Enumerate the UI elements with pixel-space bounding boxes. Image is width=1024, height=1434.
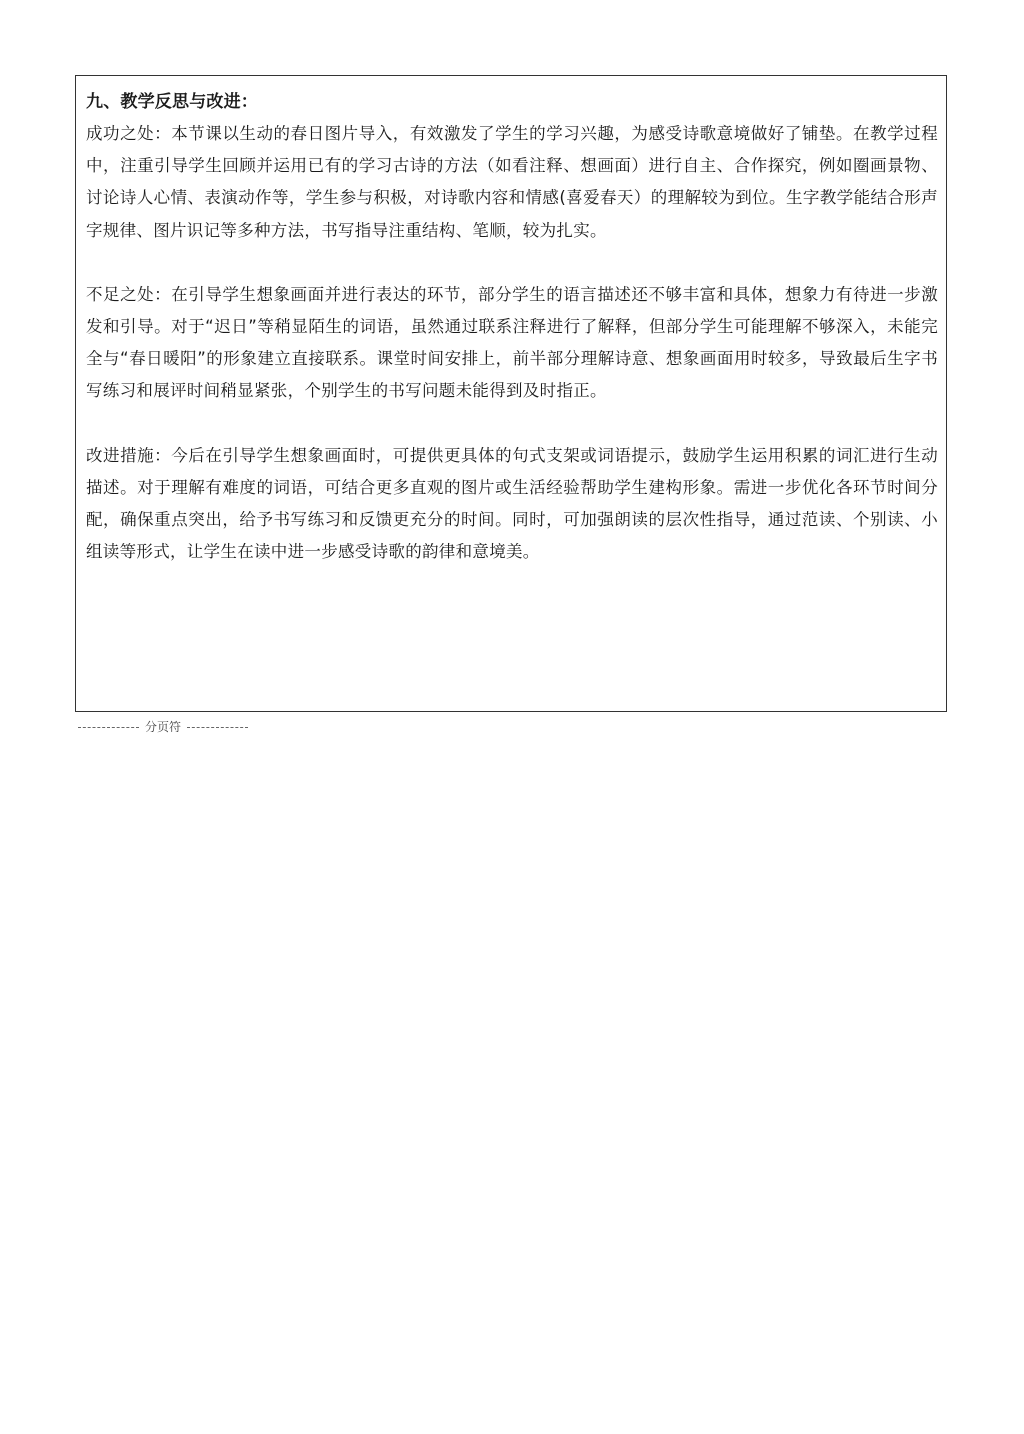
page-break-dash-right xyxy=(187,727,248,728)
paragraph-improvements: 改进措施：今后在引导学生想象画面时，可提供更具体的句式支架或词语提示，鼓励学生运用积累的词汇进行生动描述。对于理解有难度的词语，可结合更多直观的图片或生活经验帮助学生建构形象。需进一步优化各环节时间分配，确保重点突出，给予书写练习和反馈更充分的时间。同时，可加强朗读的层次性指导，通过范读、个别读、小组读等形式，让学生在读中进一步感受诗歌的韵律和意境美。 xyxy=(86,445,938,562)
page-break-label: 分页符 xyxy=(145,720,182,734)
paragraph-successes: 成功之处：本节课以生动的春日图片导入，有效激发了学生的学习兴趣，为感受诗歌意境做好了铺垫。在教学过程中，注重引导学生回顾并运用已有的学习古诗的方法（如看注释、想画面）进行自主、合作探究，例如圈画景物、讨论诗人心情、表演动作等，学生参与积极，对诗歌内容和情感(喜爱春天）的理解较为到位。生字教学能结合形声字规律、图片识记等多种方法，书写指导注重结构、笔顺，较为扎实。 xyxy=(86,124,938,240)
paragraph-shortcomings: 不足之处：在引导学生想象画面并进行表达的环节，部分学生的语言描述还不够丰富和具体，想象力有待进一步激发和引导。对于“迟日”等稍显陌生的词语，虽然通过联系注释进行了解释，但部分学生可能理解不够深入，未能完全与“春日暖阳”的形象建立直接联系。课堂时间安排上，前半部分理解诗意、想象画面用时较多，导致最后生字书写练习和展评时间稍显紧张，个别学生的书写问题未能得到及时指正。 xyxy=(86,284,938,401)
page-break-marker xyxy=(78,719,248,735)
section-heading: 九、教学反思与改进： xyxy=(86,92,258,112)
reflection-table-cell xyxy=(75,75,947,712)
page-break-dash-left xyxy=(78,727,139,728)
